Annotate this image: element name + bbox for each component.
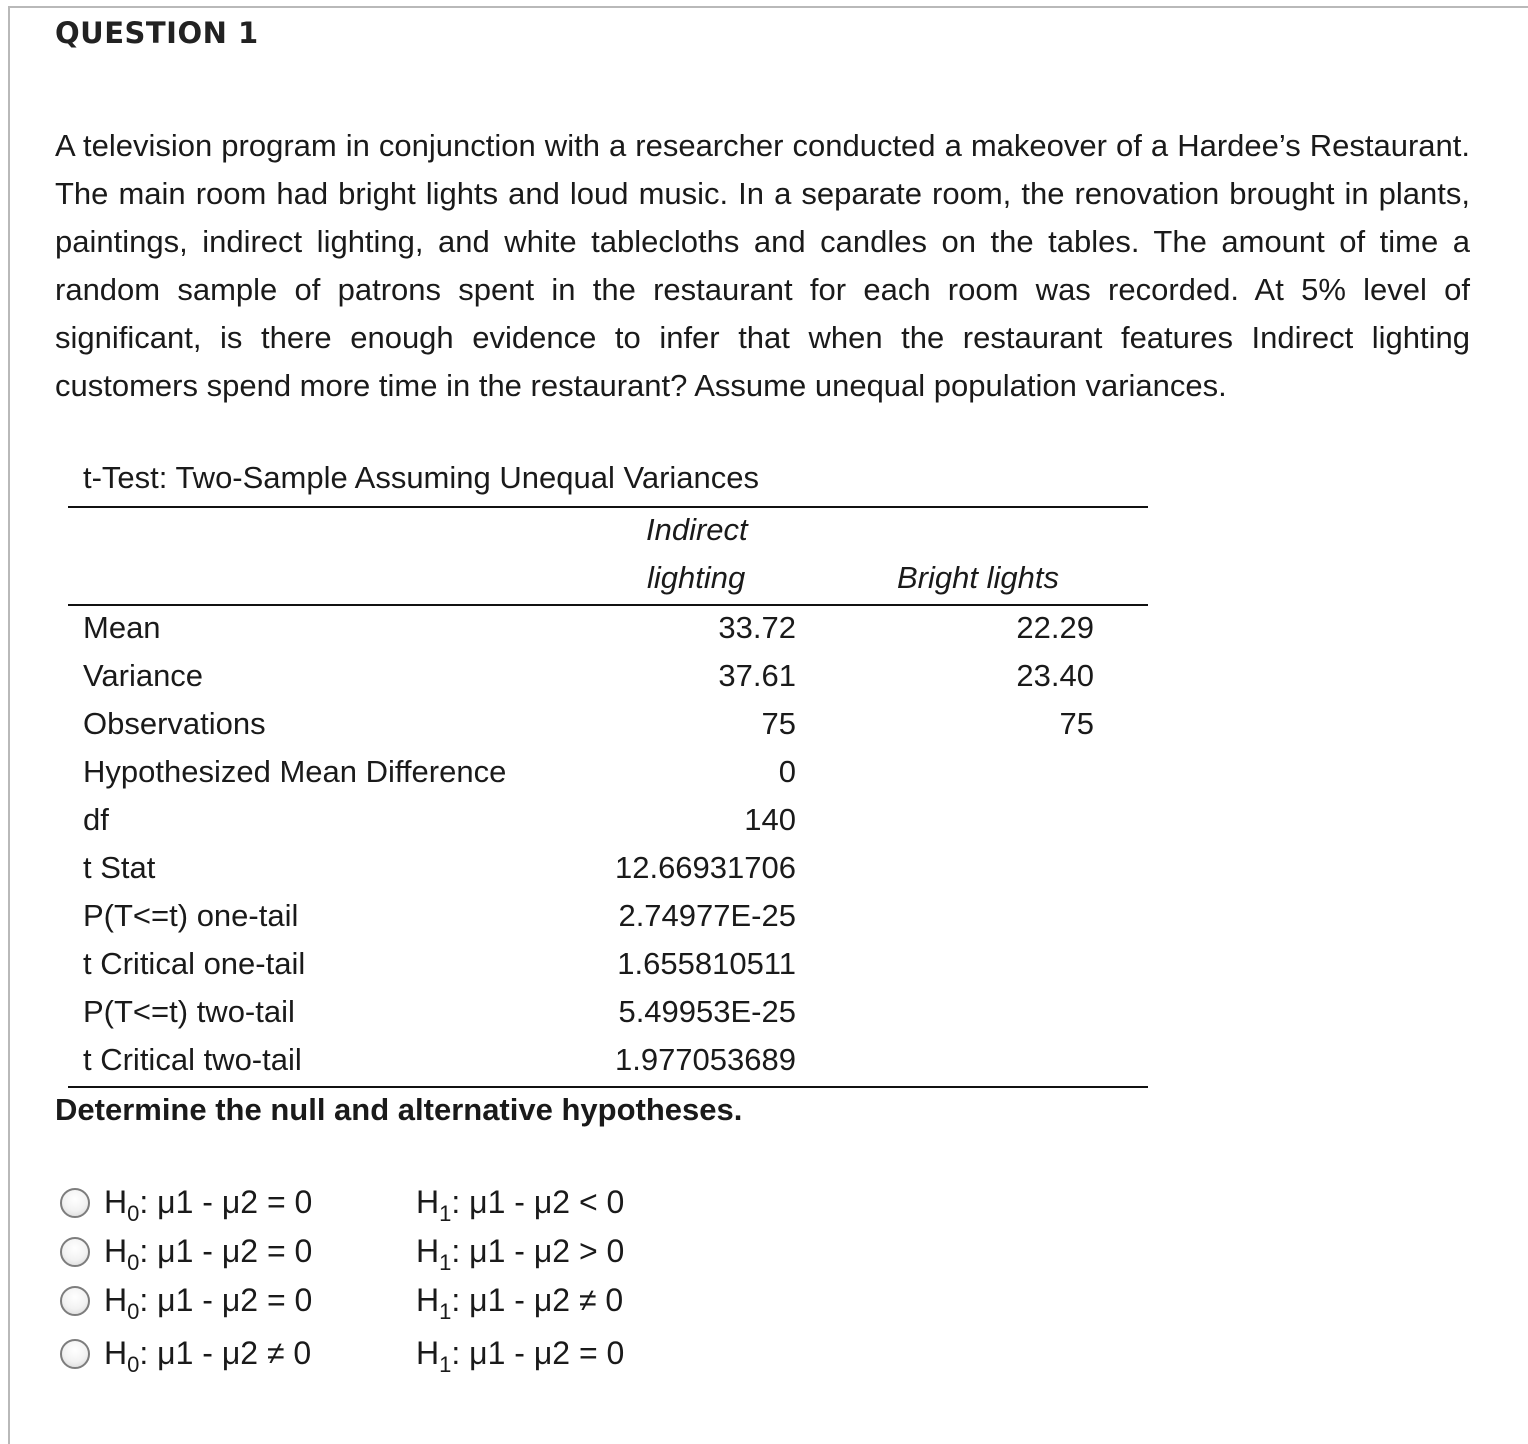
row-value-indirect: 2.74977E-25 bbox=[618, 898, 796, 933]
row-label: Mean bbox=[83, 610, 161, 645]
column-header-indirect-line1: Indirect bbox=[646, 512, 748, 547]
row-value-indirect: 5.49953E-25 bbox=[618, 994, 796, 1029]
radio-button[interactable] bbox=[60, 1188, 90, 1218]
table-header-rule bbox=[68, 604, 1148, 606]
row-label: Variance bbox=[83, 658, 204, 693]
row-value-indirect: 1.655810511 bbox=[617, 946, 796, 981]
table-top-rule bbox=[68, 506, 1148, 508]
row-value-indirect: 12.66931706 bbox=[614, 850, 796, 885]
row-value-bright: 22.29 bbox=[1016, 610, 1094, 645]
question-frame-top-border bbox=[8, 6, 1528, 8]
column-header-indirect-line2: lighting bbox=[647, 560, 746, 595]
row-label: P(T<=t) two-tail bbox=[83, 994, 295, 1029]
question-frame-left-border bbox=[8, 6, 10, 1444]
table-title: t-Test: Two-Sample Assuming Unequal Variances bbox=[83, 460, 760, 495]
question-text: A television program in conjunction with a researcher conducted a makeover of a Hardee’s Restaurant. The main room had bright lights and loud music. In a separate room, the renovation brought in plants, paintings, indirect lighting, and white tablecloths and candles on the tables. The amount of time a random sample of patrons spent in the restaurant for each room was recorded. At 5% level of significant, is there enough evidence to infer that when the restaurant features Indirect lighting customers spend more time in the restaurant? Assume unequal population variances. bbox=[55, 128, 1470, 403]
row-value-indirect: 0 bbox=[778, 754, 796, 789]
row-label: P(T<=t) one-tail bbox=[83, 898, 299, 933]
radio-button[interactable] bbox=[60, 1286, 90, 1316]
row-value-indirect: 1.977053689 bbox=[614, 1042, 796, 1077]
row-label: t Critical one-tail bbox=[83, 946, 306, 981]
row-label: t Critical two-tail bbox=[83, 1042, 302, 1077]
null-hypothesis: $H_0$: μ1 - μ2 = 0 bbox=[104, 1233, 313, 1275]
row-label: t Stat bbox=[83, 850, 156, 885]
row-value-indirect: 37.61 bbox=[718, 658, 796, 693]
row-value-indirect: 33.72 bbox=[718, 610, 796, 645]
row-value-bright: 75 bbox=[1059, 706, 1094, 741]
question-title: QUESTION 1 bbox=[55, 16, 259, 50]
alternative-hypothesis: $H_1$: μ1 - μ2 < 0 bbox=[416, 1184, 625, 1226]
column-header-bright-lights: Bright lights bbox=[897, 560, 1059, 595]
hypotheses-prompt: Determine the null and alternative hypotheses. bbox=[55, 1092, 743, 1127]
row-label: df bbox=[83, 802, 109, 837]
row-label: Observations bbox=[83, 706, 266, 741]
row-label: Hypothesized Mean Difference bbox=[83, 754, 507, 789]
table-bottom-rule bbox=[68, 1086, 1148, 1088]
row-value-indirect: 75 bbox=[761, 706, 796, 741]
null-hypothesis: $H_0$: μ1 - μ2 = 0 bbox=[104, 1184, 313, 1226]
row-value-indirect: 140 bbox=[744, 802, 796, 837]
alternative-hypothesis: $H_1$: μ1 - μ2 > 0 bbox=[416, 1233, 625, 1275]
null-hypothesis: $H_0$: μ1 - μ2 ≠ 0 bbox=[104, 1335, 312, 1377]
radio-button[interactable] bbox=[60, 1237, 90, 1267]
alternative-hypothesis: $H_1$: μ1 - μ2 = 0 bbox=[416, 1335, 625, 1377]
radio-button[interactable] bbox=[60, 1339, 90, 1369]
row-value-bright: 23.40 bbox=[1016, 658, 1094, 693]
alternative-hypothesis: $H_1$: μ1 - μ2 ≠ 0 bbox=[416, 1282, 624, 1324]
null-hypothesis: $H_0$: μ1 - μ2 = 0 bbox=[104, 1282, 313, 1324]
